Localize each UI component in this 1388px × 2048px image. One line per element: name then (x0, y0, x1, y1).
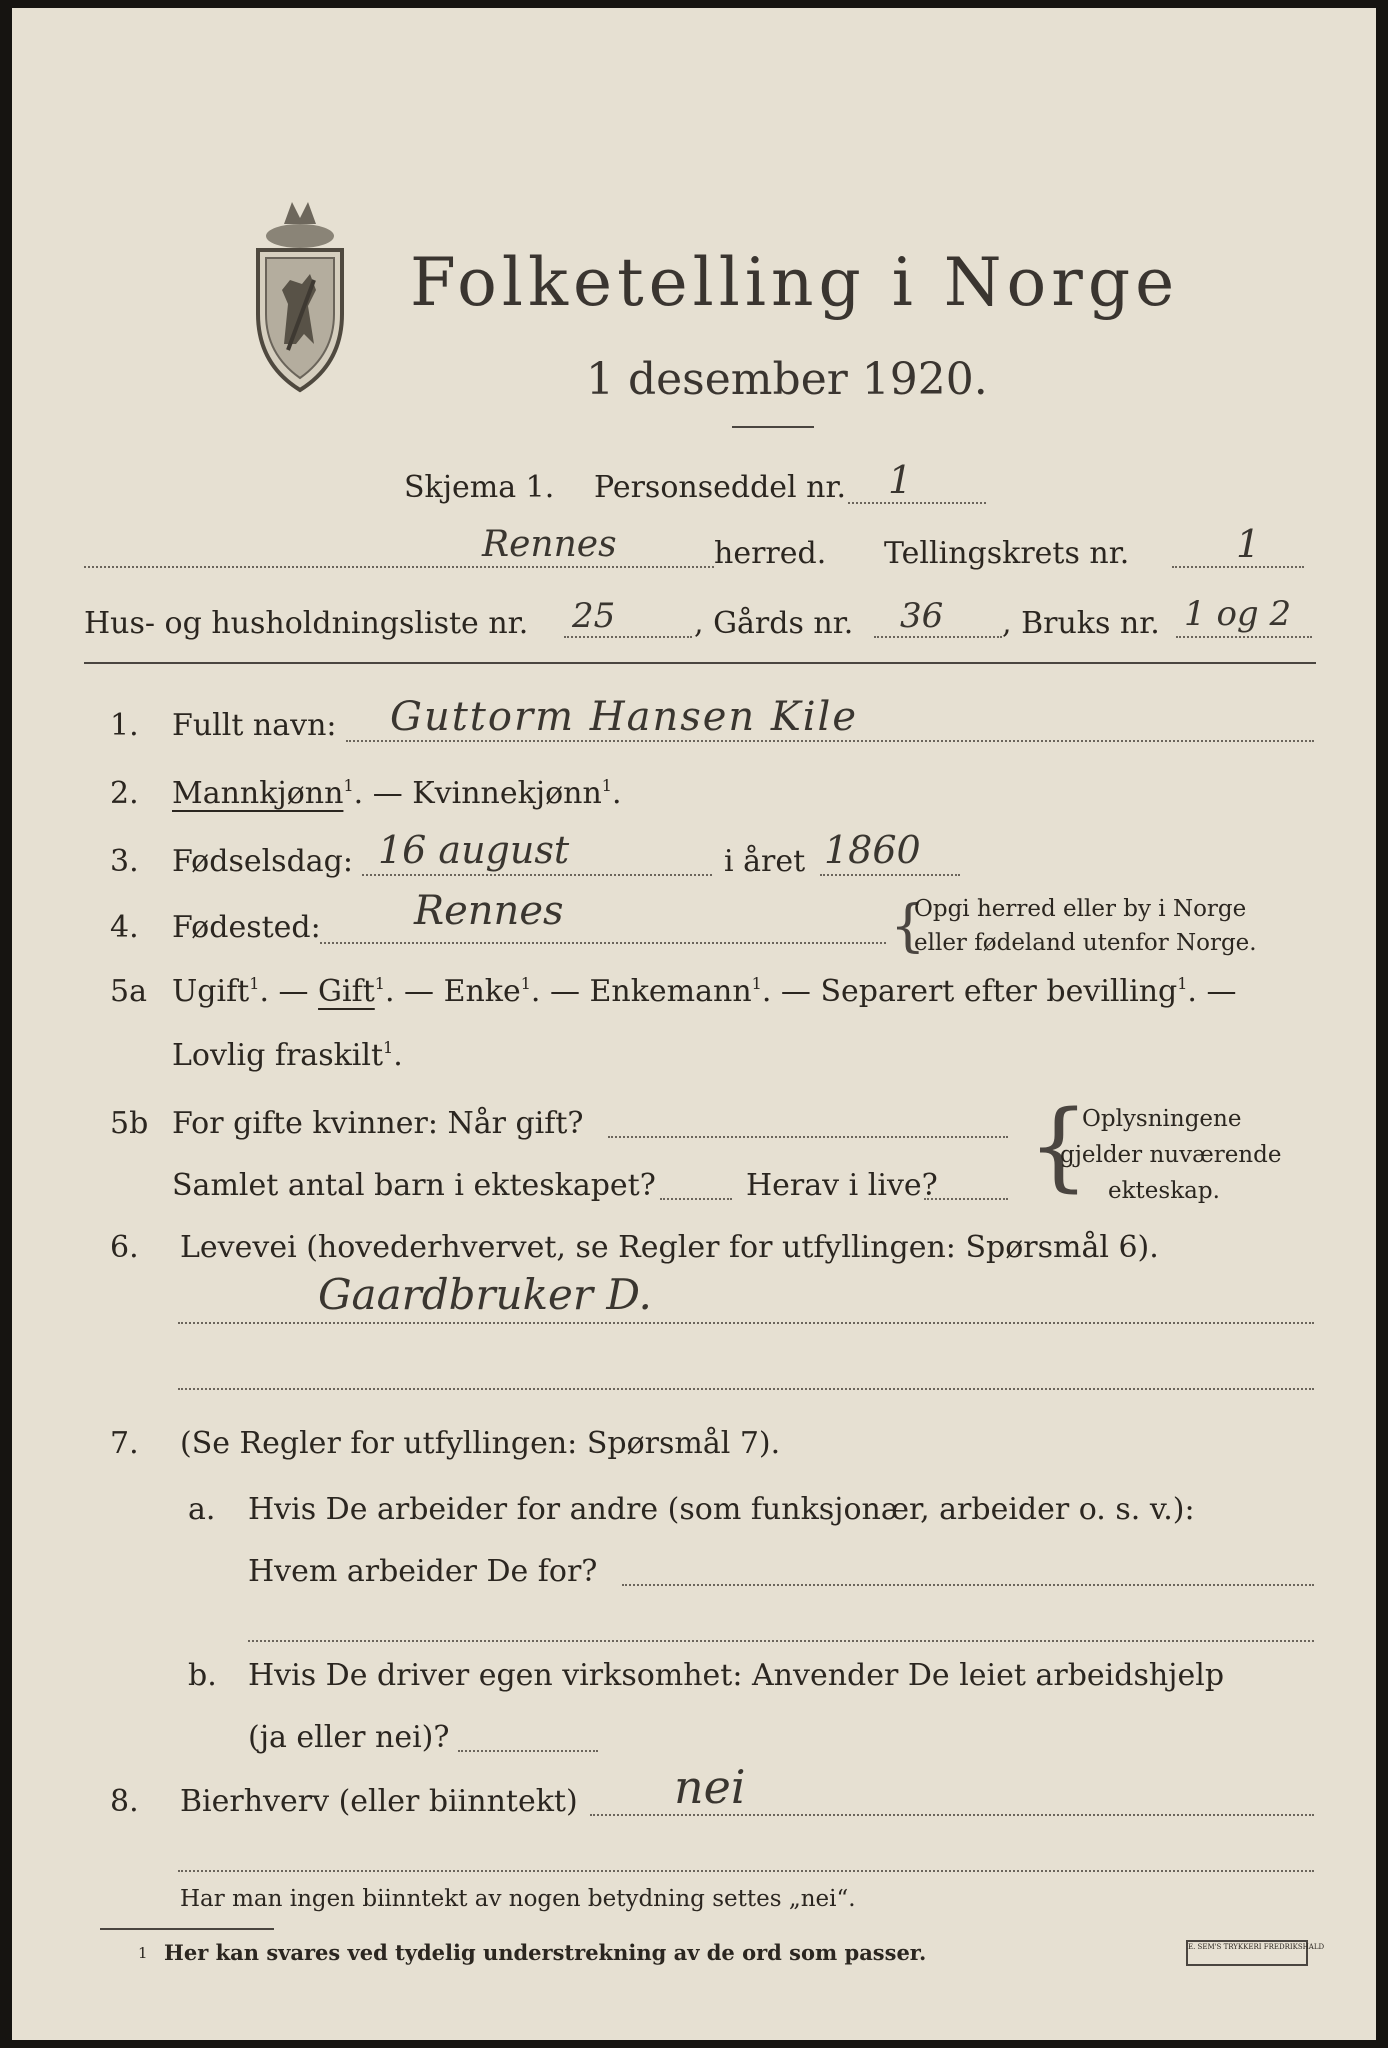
married-when-label: For gifte kvinner: Når gift? (172, 1106, 584, 1141)
full-name-value: Guttorm Hansen Kile (390, 694, 859, 740)
female-option: Kvinnekjønn (412, 776, 602, 811)
year-label: i året (724, 844, 806, 879)
personseddel-label: Personseddel nr. (594, 470, 847, 505)
q7b-number: b. (188, 1658, 217, 1693)
male-option: Mannkjønn (172, 776, 344, 811)
fraskilt-line: Lovlig fraskilt$^1$. (172, 1038, 403, 1073)
birthplace-note-2: eller fødeland utenfor Norge. (914, 930, 1257, 956)
gards-label: , Gårds nr. (694, 606, 854, 641)
bruks-label: , Bruks nr. (1002, 606, 1160, 641)
footnote-mark: 1 (138, 1944, 148, 1962)
herred-value: Rennes (482, 524, 617, 565)
q7a-text: Hvis De arbeider for andre (som funksjonær, arbeider o. s. v.): (248, 1492, 1195, 1527)
coat-of-arms-emblem (244, 194, 356, 394)
side-income-value: nei (674, 1760, 746, 1814)
header-rule (84, 662, 1316, 664)
birth-year-value: 1860 (824, 828, 921, 872)
skjema-label: Skjema 1. (404, 470, 555, 505)
q1-number: 1. (110, 708, 139, 743)
q1-label: Fullt navn: (172, 708, 337, 743)
hired-help-label: (ja eller nei)? (248, 1720, 450, 1755)
q5b-number: 5b (110, 1106, 149, 1141)
enkemann-option: Enkemann (589, 974, 752, 1009)
title-rule (732, 426, 814, 428)
tellingskrets-label: Tellingskrets nr. (884, 536, 1130, 571)
tellingskrets-number: 1 (1236, 522, 1261, 566)
printer-mark: E. SEM'S TRYKKERI FREDRIKSHALD (1186, 1940, 1308, 1966)
q3-number: 3. (110, 844, 139, 879)
census-form: Folketelling i Norge 1 desember 1920. Skjema 1. Personseddel nr. 1 Rennes herred. Tellingskrets nr. 1 Hus- og husholdningsliste nr. 25 , Gårds nr. 36 , Bruks nr. 1 og 2 1. Fullt navn: Guttorm Hansen Kile 2. Mannkjønn$^1$. — Kvinnekjønn$^1$. 3. Fødselsdag: 16 august i året 1860 4. Fødested: Rennes { Opgi herred eller by i Norge eller fødeland utenfor Norge. 5a Ugift$^1$. — Gift$^1$. — Enke$^1$. — Enkemann$^1$. — Separert efter bevilling$^1$. — Lovlig fraskilt$^1$. 5b For gifte kvinner: Når gift? Samlet antal barn i ekteskapet? Herav i live? { Oplysningene gjelder nuværende ekteskap. 6. Levevei (hovederhvervet, se Regler for utfyllingen: Spørsmål 6). Gaardbruker D. 7. (Se Regler for utfyllingen: Spørsmål 7). a. Hvis De arbeider for andre (som funksjonær, arbeider o. s. v.): Hvem arbeider De for? b. Hvis De driver egen virksomhet: Anvender De leiet arbeidshjelp (ja eller nei)? 8. Bierhverv (eller biinntekt) nei Har man ingen biinntekt av nogen betydning settes „nei“. 1 Her kan svares ved tydelig understrekning av de ord som passer. E. SEM'S TRYKKERI FREDRIKSHALD (12, 8, 1376, 2040)
personseddel-number: 1 (888, 458, 913, 502)
q7a-number: a. (188, 1492, 216, 1527)
side-income-label: Bierhverv (eller biinntekt) (180, 1784, 578, 1819)
husliste-number: 25 (572, 596, 616, 636)
q7b-text: Hvis De driver egen virksomhet: Anvender De leiet arbeidshjelp (248, 1658, 1225, 1693)
marriage-note-2: gjelder nuværende (1060, 1142, 1282, 1168)
q6-number: 6. (110, 1230, 139, 1265)
children-alive-label: Herav i live? (746, 1168, 938, 1203)
q8-number: 8. (110, 1784, 139, 1819)
occupation-label: Levevei (hovederhvervet, se Regler for utfyllingen: Spørsmål 6). (180, 1230, 1159, 1265)
birthday-value: 16 august (378, 828, 570, 872)
side-income-note: Har man ingen biinntekt av nogen betydning settes „nei“. (180, 1886, 856, 1912)
form-title: Folketelling i Norge (410, 244, 1180, 321)
q4-number: 4. (110, 910, 139, 945)
birthplace-note-1: Opgi herred eller by i Norge (914, 896, 1247, 922)
husliste-label: Hus- og husholdningsliste nr. (84, 606, 529, 641)
ugift-option: Ugift (172, 974, 250, 1009)
q4-label: Fødested: (172, 910, 321, 945)
census-date: 1 desember 1920. (586, 354, 988, 405)
gards-number: 36 (900, 596, 944, 636)
birthplace-value: Rennes (414, 888, 564, 934)
q7-number: 7. (110, 1426, 139, 1461)
herred-label: herred. (714, 536, 827, 571)
marriage-note-1: Oplysningene (1082, 1106, 1242, 1132)
q5a-number: 5a (110, 974, 147, 1009)
employer-label: Hvem arbeider De for? (248, 1554, 598, 1589)
enke-option: Enke (443, 974, 521, 1009)
separert-option: Separert efter bevilling (820, 974, 1178, 1009)
occupation-value: Gaardbruker D. (318, 1270, 652, 1319)
q2-number: 2. (110, 776, 139, 811)
bruks-number: 1 og 2 (1184, 594, 1292, 634)
children-count-label: Samlet antal barn i ekteskapet? (172, 1168, 656, 1203)
marriage-note-3: ekteskap. (1108, 1178, 1220, 1204)
marital-status-options: Ugift$^1$. — Gift$^1$. — Enke$^1$. — Enkemann$^1$. — Separert efter bevilling$^1$. — (172, 974, 1237, 1009)
footnote-text: Her kan svares ved tydelig understrekning av de ord som passer. (164, 1940, 927, 1965)
gift-option: Gift (318, 974, 375, 1009)
q2-options: Mannkjønn$^1$. — Kvinnekjønn$^1$. (172, 776, 622, 811)
q3-label: Fødselsdag: (172, 844, 353, 879)
q7-label: (Se Regler for utfyllingen: Spørsmål 7). (180, 1426, 781, 1461)
fraskilt-option: Lovlig fraskilt (172, 1038, 384, 1073)
